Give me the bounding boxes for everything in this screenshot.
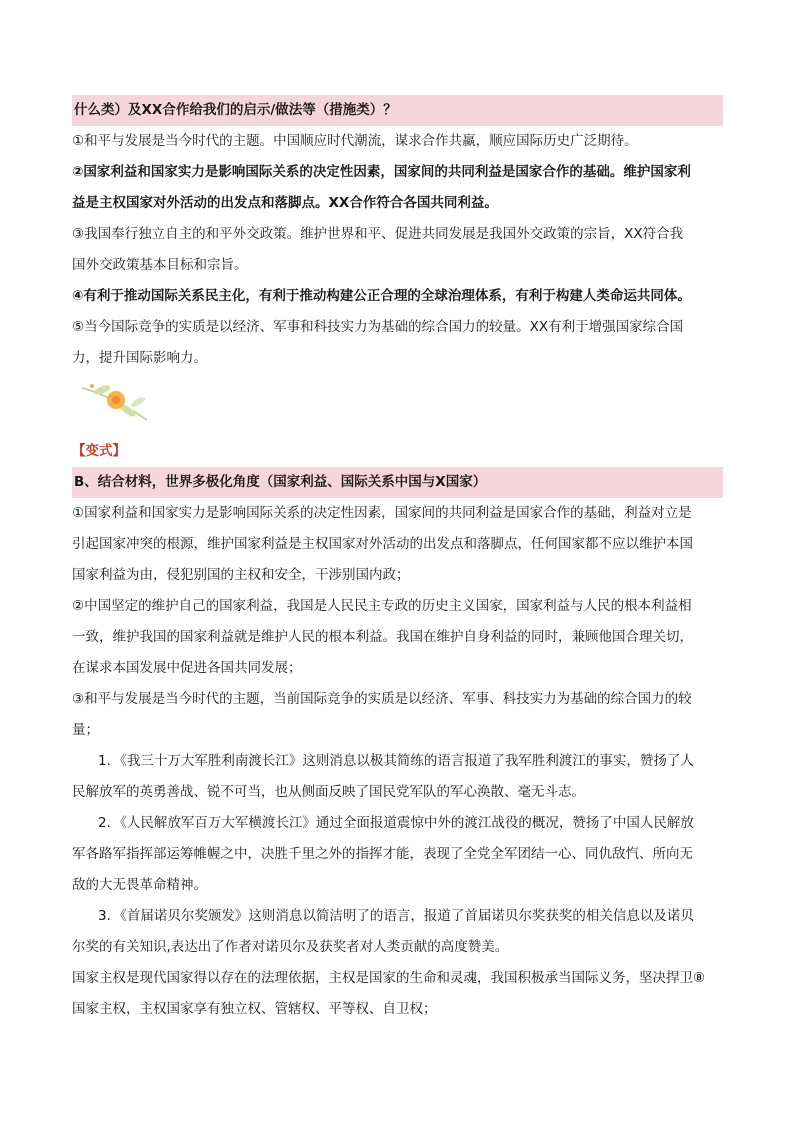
b-point-2-line-2: 一致，维护我国的国家利益就是维护人民的根本利益。我国在维护自身利益的同时，兼顾他国合理关切， (72, 629, 693, 645)
point-2-line-2 (72, 188, 723, 219)
point-1: ①和平与发展是当今时代的主题。中国顺应时代潮流，谋求合作共赢，顺应国际历史广泛期待。 (72, 133, 638, 149)
item-3-line-2: 尔奖的有关知识,表达出了作者对诺贝尔及获奖者对人类贡献的高度赞美。 (72, 939, 509, 955)
item-2-line-3: 敌的大无畏革命精神。 (72, 877, 207, 893)
flower-branch-icon (72, 376, 162, 426)
sovereignty-line-1: 国家主权是现代国家得以存在的法理依据，主权是国家的生命和灵魂，我国积极承当国际义务，坚决捍卫⑧ (72, 970, 706, 986)
sovereignty-line-2: 国家主权，主权国家享有独立权、管辖权、平等权、自卫权； (72, 1001, 437, 1017)
section-heading: 什么类）及XX合作给我们的启示/做法等（措施类）？ (72, 95, 723, 126)
point-3-line-2: 国外交政策基本目标和宗旨。 (72, 257, 248, 273)
b-point-2-line-3: 在谋求本国发展中促进各国共同发展； (72, 660, 302, 676)
b-point-1-line-2: 引起国家冲突的根源，维护国家利益是主权国家对外活动的出发点和落脚点，任何国家都不应以维护本国 (72, 536, 693, 552)
point-4: ④有利于推动国际关系民主化，有利于推动构建公正合理的全球治理体系，有利于构建人类命运共同体。 (72, 288, 691, 304)
item-3-line-1: 3．《首届诺贝尔奖颁发》这则消息以简洁明了的语言，报道了首届诺贝尔奖获奖的相关信息以及诺贝 (98, 908, 694, 924)
item-1-line-1: 1．《我三十万大军胜利南渡长江》这则消息以极其简练的语言报道了我军胜利渡江的事实，赞扬了人 (98, 753, 694, 769)
document-page (72, 95, 723, 1025)
item-1-line-2: 民解放军的英勇善战、锐不可当，也从侧面反映了国民党军队的军心涣散、毫无斗志。 (72, 784, 585, 800)
b-point-3-line-1: ③和平与发展是当今时代的主题，当前国际竞争的实质是以经济、军事、科技实力为基础的综合国力的较 (72, 691, 692, 707)
b-point-1-line-1: ①国家利益和国家实力是影响国际关系的决定性因素，国家间的共同利益是国家合作的基础，利益对立是 (72, 505, 692, 521)
point-3-line-1: ③我国奉行独立自主的和平外交政策。维护世界和平、促进共同发展是我国外交政策的宗旨，XX符合我 (72, 226, 684, 242)
section-heading-b: B、结合材料，世界多极化角度（国家利益、国际关系中国与X国家） (72, 467, 723, 498)
point-5-line-2: 力，提升国际影响力。 (72, 350, 207, 366)
b-point-1-line-3: 国家利益为由，侵犯别国的主权和安全，干涉别国内政； (72, 567, 410, 583)
point-2-line-2-text: 益是主权国家对外活动的出发点和落脚点。XX合作符合各国共同利益。 (72, 195, 498, 211)
variant-tag: 【变式】 (72, 443, 126, 459)
b-point-3-line-2: 量； (72, 722, 99, 738)
item-2-line-1: 2．《人民解放军百万大军横渡长江》通过全面报道震惊中外的渡江战役的概况，赞扬了中国人民解放 (98, 815, 694, 831)
point-5-line-1: ⑤当今国际竞争的实质是以经济、军事和科技实力为基础的综合国力的较量。XX有利于增强国家综合国 (72, 319, 684, 335)
item-2-line-2: 军各路军指挥部运筹帷幄之中，决胜千里之外的指挥才能，表现了全党全军团结一心、同仇敌忾、所向无 (72, 846, 693, 862)
point-2-line-1: ②国家利益和国家实力是影响国际关系的决定性因素，国家间的共同利益是国家合作的基础。维护国家利 (72, 164, 691, 180)
b-point-2-line-1: ②中国坚定的维护自己的国家利益，我国是人民民主专政的历史主义国家，国家利益与人民的根本利益相 (72, 598, 692, 614)
